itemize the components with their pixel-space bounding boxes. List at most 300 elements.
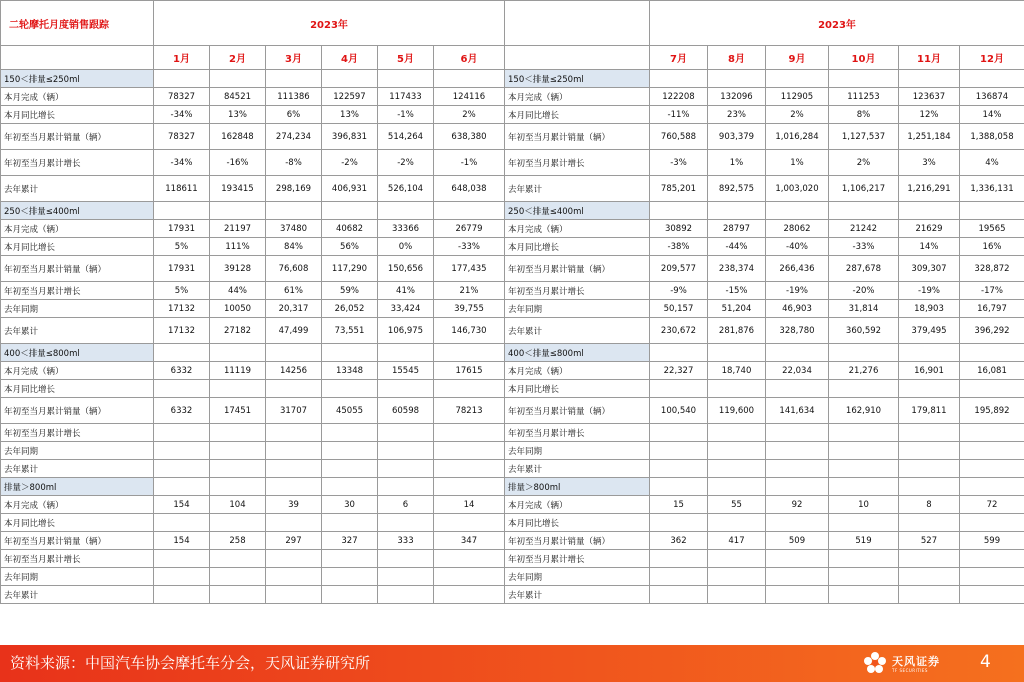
empty-cell <box>266 478 322 496</box>
table-row <box>1 532 1024 550</box>
data-cell: 19565 <box>960 220 1024 238</box>
data-cell <box>210 424 266 442</box>
row-label: 本月完成（辆） <box>1 220 154 238</box>
data-cell: 60598 <box>378 398 434 424</box>
data-cell: 1,127,537 <box>829 124 899 150</box>
data-cell: 132096 <box>708 88 766 106</box>
data-cell: 21242 <box>829 220 899 238</box>
data-cell <box>960 586 1024 604</box>
data-cell: 141,634 <box>766 398 829 424</box>
data-cell: 785,201 <box>650 176 708 202</box>
data-cell <box>266 568 322 586</box>
data-cell: 17451 <box>210 398 266 424</box>
data-cell: 527 <box>899 532 960 550</box>
empty-cell <box>960 344 1024 362</box>
data-cell: 46,903 <box>766 300 829 318</box>
row-label: 本月完成（辆） <box>505 220 650 238</box>
table-row <box>1 568 1024 586</box>
data-cell: 17615 <box>434 362 505 380</box>
table-row <box>1 282 1024 300</box>
empty-cell <box>322 478 378 496</box>
row-label: 去年同期 <box>505 442 650 460</box>
data-cell: 22,327 <box>650 362 708 380</box>
data-cell: 10 <box>829 496 899 514</box>
data-cell: -38% <box>650 238 708 256</box>
data-cell <box>266 460 322 478</box>
row-label: 去年同期 <box>1 300 154 318</box>
data-cell: 122597 <box>322 88 378 106</box>
logo <box>862 650 942 678</box>
month-label-blank <box>505 46 650 70</box>
data-cell: -15% <box>708 282 766 300</box>
data-cell: 56% <box>322 238 378 256</box>
row-label: 去年累计 <box>505 176 650 202</box>
data-cell: 30 <box>322 496 378 514</box>
data-cell <box>829 550 899 568</box>
data-cell: 3% <box>899 150 960 176</box>
data-cell: 6 <box>378 496 434 514</box>
empty-cell <box>210 202 266 220</box>
year-label-h1: 2023年 <box>154 1 505 46</box>
data-cell: 8% <box>829 106 899 124</box>
table-row <box>1 176 1024 202</box>
month-header: 10月 <box>829 46 899 70</box>
row-label: 本月完成（辆） <box>505 496 650 514</box>
data-cell <box>960 380 1024 398</box>
empty-cell <box>650 70 708 88</box>
page-number: 4 <box>980 652 991 672</box>
data-cell: 72 <box>960 496 1024 514</box>
section-header-row <box>1 202 1024 220</box>
data-cell: -1% <box>378 106 434 124</box>
empty-cell <box>210 478 266 496</box>
data-cell <box>378 442 434 460</box>
month-header: 7月 <box>650 46 708 70</box>
data-cell <box>960 424 1024 442</box>
data-cell <box>650 568 708 586</box>
data-cell <box>829 380 899 398</box>
data-cell: 1% <box>708 150 766 176</box>
table-row <box>1 124 1024 150</box>
row-label: 本月完成（辆） <box>505 362 650 380</box>
data-cell: -34% <box>154 150 210 176</box>
data-cell: -1% <box>434 150 505 176</box>
section-label: 150＜排量≤250ml <box>1 70 154 88</box>
data-cell <box>766 550 829 568</box>
row-label: 年初至当月累计销量（辆） <box>1 256 154 282</box>
data-cell <box>708 442 766 460</box>
data-cell <box>829 460 899 478</box>
data-cell <box>322 424 378 442</box>
data-cell: 360,592 <box>829 318 899 344</box>
year-label-h2: 2023年 <box>650 1 1024 46</box>
data-cell: 13348 <box>322 362 378 380</box>
data-cell: 333 <box>378 532 434 550</box>
data-cell: 14256 <box>266 362 322 380</box>
table-row <box>1 586 1024 604</box>
data-cell: 2% <box>829 150 899 176</box>
table-row <box>1 460 1024 478</box>
data-cell: -9% <box>650 282 708 300</box>
empty-cell <box>434 344 505 362</box>
data-cell: 106,975 <box>378 318 434 344</box>
data-cell: 16,081 <box>960 362 1024 380</box>
data-cell: 21197 <box>210 220 266 238</box>
data-cell: 15545 <box>378 362 434 380</box>
data-cell: 118611 <box>154 176 210 202</box>
data-cell <box>210 550 266 568</box>
data-cell <box>829 442 899 460</box>
data-cell: 6332 <box>154 362 210 380</box>
data-cell <box>378 460 434 478</box>
data-cell <box>899 568 960 586</box>
data-cell: 21,276 <box>829 362 899 380</box>
data-cell: 84% <box>266 238 322 256</box>
data-cell: 18,740 <box>708 362 766 380</box>
section-label: 250＜排量≤400ml <box>1 202 154 220</box>
data-cell: 104 <box>210 496 266 514</box>
data-cell: 136874 <box>960 88 1024 106</box>
table-row <box>1 424 1024 442</box>
table-row <box>1 550 1024 568</box>
table-row <box>1 300 1024 318</box>
data-cell <box>899 550 960 568</box>
data-cell: 12% <box>899 106 960 124</box>
row-label: 年初至当月累计增长 <box>1 550 154 568</box>
data-cell <box>899 586 960 604</box>
month-header: 9月 <box>766 46 829 70</box>
data-cell: 59% <box>322 282 378 300</box>
data-cell: -2% <box>322 150 378 176</box>
row-label: 年初至当月累计增长 <box>505 150 650 176</box>
data-cell: 6% <box>266 106 322 124</box>
table-row <box>1 514 1024 532</box>
data-cell <box>154 550 210 568</box>
data-cell: -16% <box>210 150 266 176</box>
data-cell: 40682 <box>322 220 378 238</box>
table-row <box>1 238 1024 256</box>
data-cell: 0% <box>378 238 434 256</box>
data-cell: 124116 <box>434 88 505 106</box>
data-cell: 10050 <box>210 300 266 318</box>
data-cell <box>650 424 708 442</box>
data-cell <box>434 380 505 398</box>
row-label: 去年累计 <box>1 318 154 344</box>
data-cell <box>766 424 829 442</box>
empty-cell <box>154 478 210 496</box>
row-label: 去年累计 <box>505 586 650 604</box>
data-cell: 146,730 <box>434 318 505 344</box>
table-row <box>1 318 1024 344</box>
month-header: 12月 <box>960 46 1024 70</box>
empty-cell <box>154 70 210 88</box>
data-cell: 258 <box>210 532 266 550</box>
data-cell <box>154 380 210 398</box>
row-label: 去年累计 <box>505 460 650 478</box>
empty-cell <box>708 478 766 496</box>
data-cell: 154 <box>154 532 210 550</box>
month-header: 3月 <box>266 46 322 70</box>
data-cell: 78213 <box>434 398 505 424</box>
data-cell <box>960 514 1024 532</box>
data-cell <box>829 586 899 604</box>
data-cell <box>210 380 266 398</box>
data-cell <box>434 460 505 478</box>
row-label: 去年累计 <box>1 460 154 478</box>
data-cell: 1% <box>766 150 829 176</box>
data-cell <box>434 586 505 604</box>
row-label: 年初至当月累计增长 <box>1 282 154 300</box>
empty-cell <box>378 202 434 220</box>
data-cell: 17132 <box>154 300 210 318</box>
month-header: 4月 <box>322 46 378 70</box>
data-cell: 111386 <box>266 88 322 106</box>
data-cell: 76,608 <box>266 256 322 282</box>
data-cell <box>378 380 434 398</box>
row-label: 年初至当月累计销量（辆） <box>1 532 154 550</box>
row-label: 年初至当月累计销量（辆） <box>505 256 650 282</box>
empty-cell <box>899 202 960 220</box>
data-cell: 37480 <box>266 220 322 238</box>
header-year-row <box>1 1 1024 46</box>
data-cell: 5% <box>154 238 210 256</box>
empty-cell <box>650 478 708 496</box>
data-cell: 61% <box>266 282 322 300</box>
data-cell: 47,499 <box>266 318 322 344</box>
empty-cell <box>829 70 899 88</box>
data-cell: 1,003,020 <box>766 176 829 202</box>
empty-cell <box>378 70 434 88</box>
data-cell: 1,251,184 <box>899 124 960 150</box>
data-cell: 903,379 <box>708 124 766 150</box>
data-cell: 39128 <box>210 256 266 282</box>
data-cell <box>210 514 266 532</box>
row-label: 本月完成（辆） <box>505 88 650 106</box>
table-row <box>1 362 1024 380</box>
data-cell <box>154 568 210 586</box>
data-cell: 1,016,284 <box>766 124 829 150</box>
month-header: 8月 <box>708 46 766 70</box>
data-cell <box>210 460 266 478</box>
data-cell: 281,876 <box>708 318 766 344</box>
data-cell <box>650 442 708 460</box>
data-cell: 30892 <box>650 220 708 238</box>
data-cell: 274,234 <box>266 124 322 150</box>
data-cell: 33366 <box>378 220 434 238</box>
empty-cell <box>960 478 1024 496</box>
data-cell: 13% <box>322 106 378 124</box>
row-label: 本月完成（辆） <box>1 88 154 106</box>
row-label: 本月同比增长 <box>1 514 154 532</box>
empty-cell <box>322 70 378 88</box>
data-cell: 1,336,131 <box>960 176 1024 202</box>
row-label: 年初至当月累计销量（辆） <box>505 398 650 424</box>
row-label: 去年累计 <box>1 586 154 604</box>
section-header-row <box>1 478 1024 496</box>
data-cell <box>154 442 210 460</box>
month-header: 11月 <box>899 46 960 70</box>
row-label: 年初至当月累计增长 <box>505 282 650 300</box>
empty-cell <box>266 202 322 220</box>
data-cell: 17132 <box>154 318 210 344</box>
row-label: 去年同期 <box>1 568 154 586</box>
data-cell: 1,106,217 <box>829 176 899 202</box>
footer-bar <box>0 645 1024 682</box>
data-cell: 417 <box>708 532 766 550</box>
data-cell: 179,811 <box>899 398 960 424</box>
data-cell: 92 <box>766 496 829 514</box>
data-cell <box>378 514 434 532</box>
data-cell <box>708 514 766 532</box>
row-label: 本月同比增长 <box>505 238 650 256</box>
data-cell: 327 <box>322 532 378 550</box>
section-label: 150＜排量≤250ml <box>505 70 650 88</box>
data-cell <box>434 550 505 568</box>
data-cell: 5% <box>154 282 210 300</box>
data-cell: 162,910 <box>829 398 899 424</box>
empty-cell <box>322 202 378 220</box>
empty-cell <box>708 202 766 220</box>
data-cell: 328,780 <box>766 318 829 344</box>
header-blank <box>505 1 650 46</box>
empty-cell <box>378 344 434 362</box>
data-cell: 2% <box>434 106 505 124</box>
data-cell: 328,872 <box>960 256 1024 282</box>
data-cell <box>708 424 766 442</box>
data-cell: 1,388,058 <box>960 124 1024 150</box>
data-cell: -20% <box>829 282 899 300</box>
empty-cell <box>322 344 378 362</box>
data-cell: 266,436 <box>766 256 829 282</box>
data-cell: 21629 <box>899 220 960 238</box>
empty-cell <box>829 202 899 220</box>
data-cell: 26,052 <box>322 300 378 318</box>
data-cell: 2% <box>766 106 829 124</box>
data-cell <box>266 586 322 604</box>
data-cell <box>650 380 708 398</box>
data-cell: 33,424 <box>378 300 434 318</box>
data-cell <box>960 460 1024 478</box>
data-cell: -19% <box>766 282 829 300</box>
data-cell <box>378 424 434 442</box>
data-cell: 14% <box>899 238 960 256</box>
row-label: 年初至当月累计增长 <box>505 424 650 442</box>
section-label: 400＜排量≤800ml <box>1 344 154 362</box>
data-cell <box>708 380 766 398</box>
data-cell <box>266 550 322 568</box>
flower-logo-icon <box>862 650 888 676</box>
data-cell: 14 <box>434 496 505 514</box>
data-cell: 123637 <box>899 88 960 106</box>
data-cell: 892,575 <box>708 176 766 202</box>
empty-cell <box>829 478 899 496</box>
data-cell <box>154 514 210 532</box>
data-cell <box>766 380 829 398</box>
data-cell <box>650 514 708 532</box>
row-label: 本月同比增长 <box>505 514 650 532</box>
data-cell <box>708 550 766 568</box>
data-cell: 519 <box>829 532 899 550</box>
data-cell <box>766 442 829 460</box>
data-cell: -19% <box>899 282 960 300</box>
data-cell <box>899 442 960 460</box>
data-cell <box>899 380 960 398</box>
data-cell <box>266 424 322 442</box>
row-label: 去年累计 <box>1 176 154 202</box>
data-cell: 111253 <box>829 88 899 106</box>
data-cell: 209,577 <box>650 256 708 282</box>
data-cell: 154 <box>154 496 210 514</box>
data-cell: 406,931 <box>322 176 378 202</box>
data-cell <box>899 460 960 478</box>
data-cell: 514,264 <box>378 124 434 150</box>
data-cell: 111% <box>210 238 266 256</box>
data-cell <box>650 550 708 568</box>
table-row <box>1 256 1024 282</box>
data-cell: -33% <box>434 238 505 256</box>
data-cell: 78327 <box>154 88 210 106</box>
table-title: 二轮摩托月度销售跟踪 <box>1 1 154 46</box>
data-cell <box>378 550 434 568</box>
data-cell: 396,831 <box>322 124 378 150</box>
data-cell <box>829 424 899 442</box>
row-label: 年初至当月累计销量（辆） <box>505 124 650 150</box>
month-header: 6月 <box>434 46 505 70</box>
data-cell <box>266 514 322 532</box>
data-cell: 112905 <box>766 88 829 106</box>
data-cell: 122208 <box>650 88 708 106</box>
data-cell: 20,317 <box>266 300 322 318</box>
data-cell: 78327 <box>154 124 210 150</box>
data-cell <box>708 586 766 604</box>
data-cell: 18,903 <box>899 300 960 318</box>
logo-name: 天风证券 <box>892 655 940 668</box>
data-cell: 16% <box>960 238 1024 256</box>
row-label: 去年同期 <box>1 442 154 460</box>
empty-cell <box>960 70 1024 88</box>
data-cell: 379,495 <box>899 318 960 344</box>
data-cell: 298,169 <box>266 176 322 202</box>
data-cell: 150,656 <box>378 256 434 282</box>
row-label: 本月同比增长 <box>1 238 154 256</box>
data-cell <box>766 460 829 478</box>
empty-cell <box>434 70 505 88</box>
data-cell: 28797 <box>708 220 766 238</box>
data-cell <box>266 380 322 398</box>
section-label: 排量＞800ml <box>505 478 650 496</box>
data-cell: 11119 <box>210 362 266 380</box>
data-cell <box>434 424 505 442</box>
data-cell: 44% <box>210 282 266 300</box>
data-cell: -2% <box>378 150 434 176</box>
data-cell: 362 <box>650 532 708 550</box>
data-cell <box>322 514 378 532</box>
data-cell: 73,551 <box>322 318 378 344</box>
empty-cell <box>266 70 322 88</box>
data-cell: 177,435 <box>434 256 505 282</box>
data-cell: 287,678 <box>829 256 899 282</box>
month-header: 1月 <box>154 46 210 70</box>
data-cell: 16,797 <box>960 300 1024 318</box>
data-cell <box>322 550 378 568</box>
row-label: 年初至当月累计销量（辆） <box>1 124 154 150</box>
data-cell: 39 <box>266 496 322 514</box>
row-label: 本月同比增长 <box>1 106 154 124</box>
data-cell: -34% <box>154 106 210 124</box>
empty-cell <box>766 202 829 220</box>
empty-cell <box>899 478 960 496</box>
month-label-blank <box>1 46 154 70</box>
